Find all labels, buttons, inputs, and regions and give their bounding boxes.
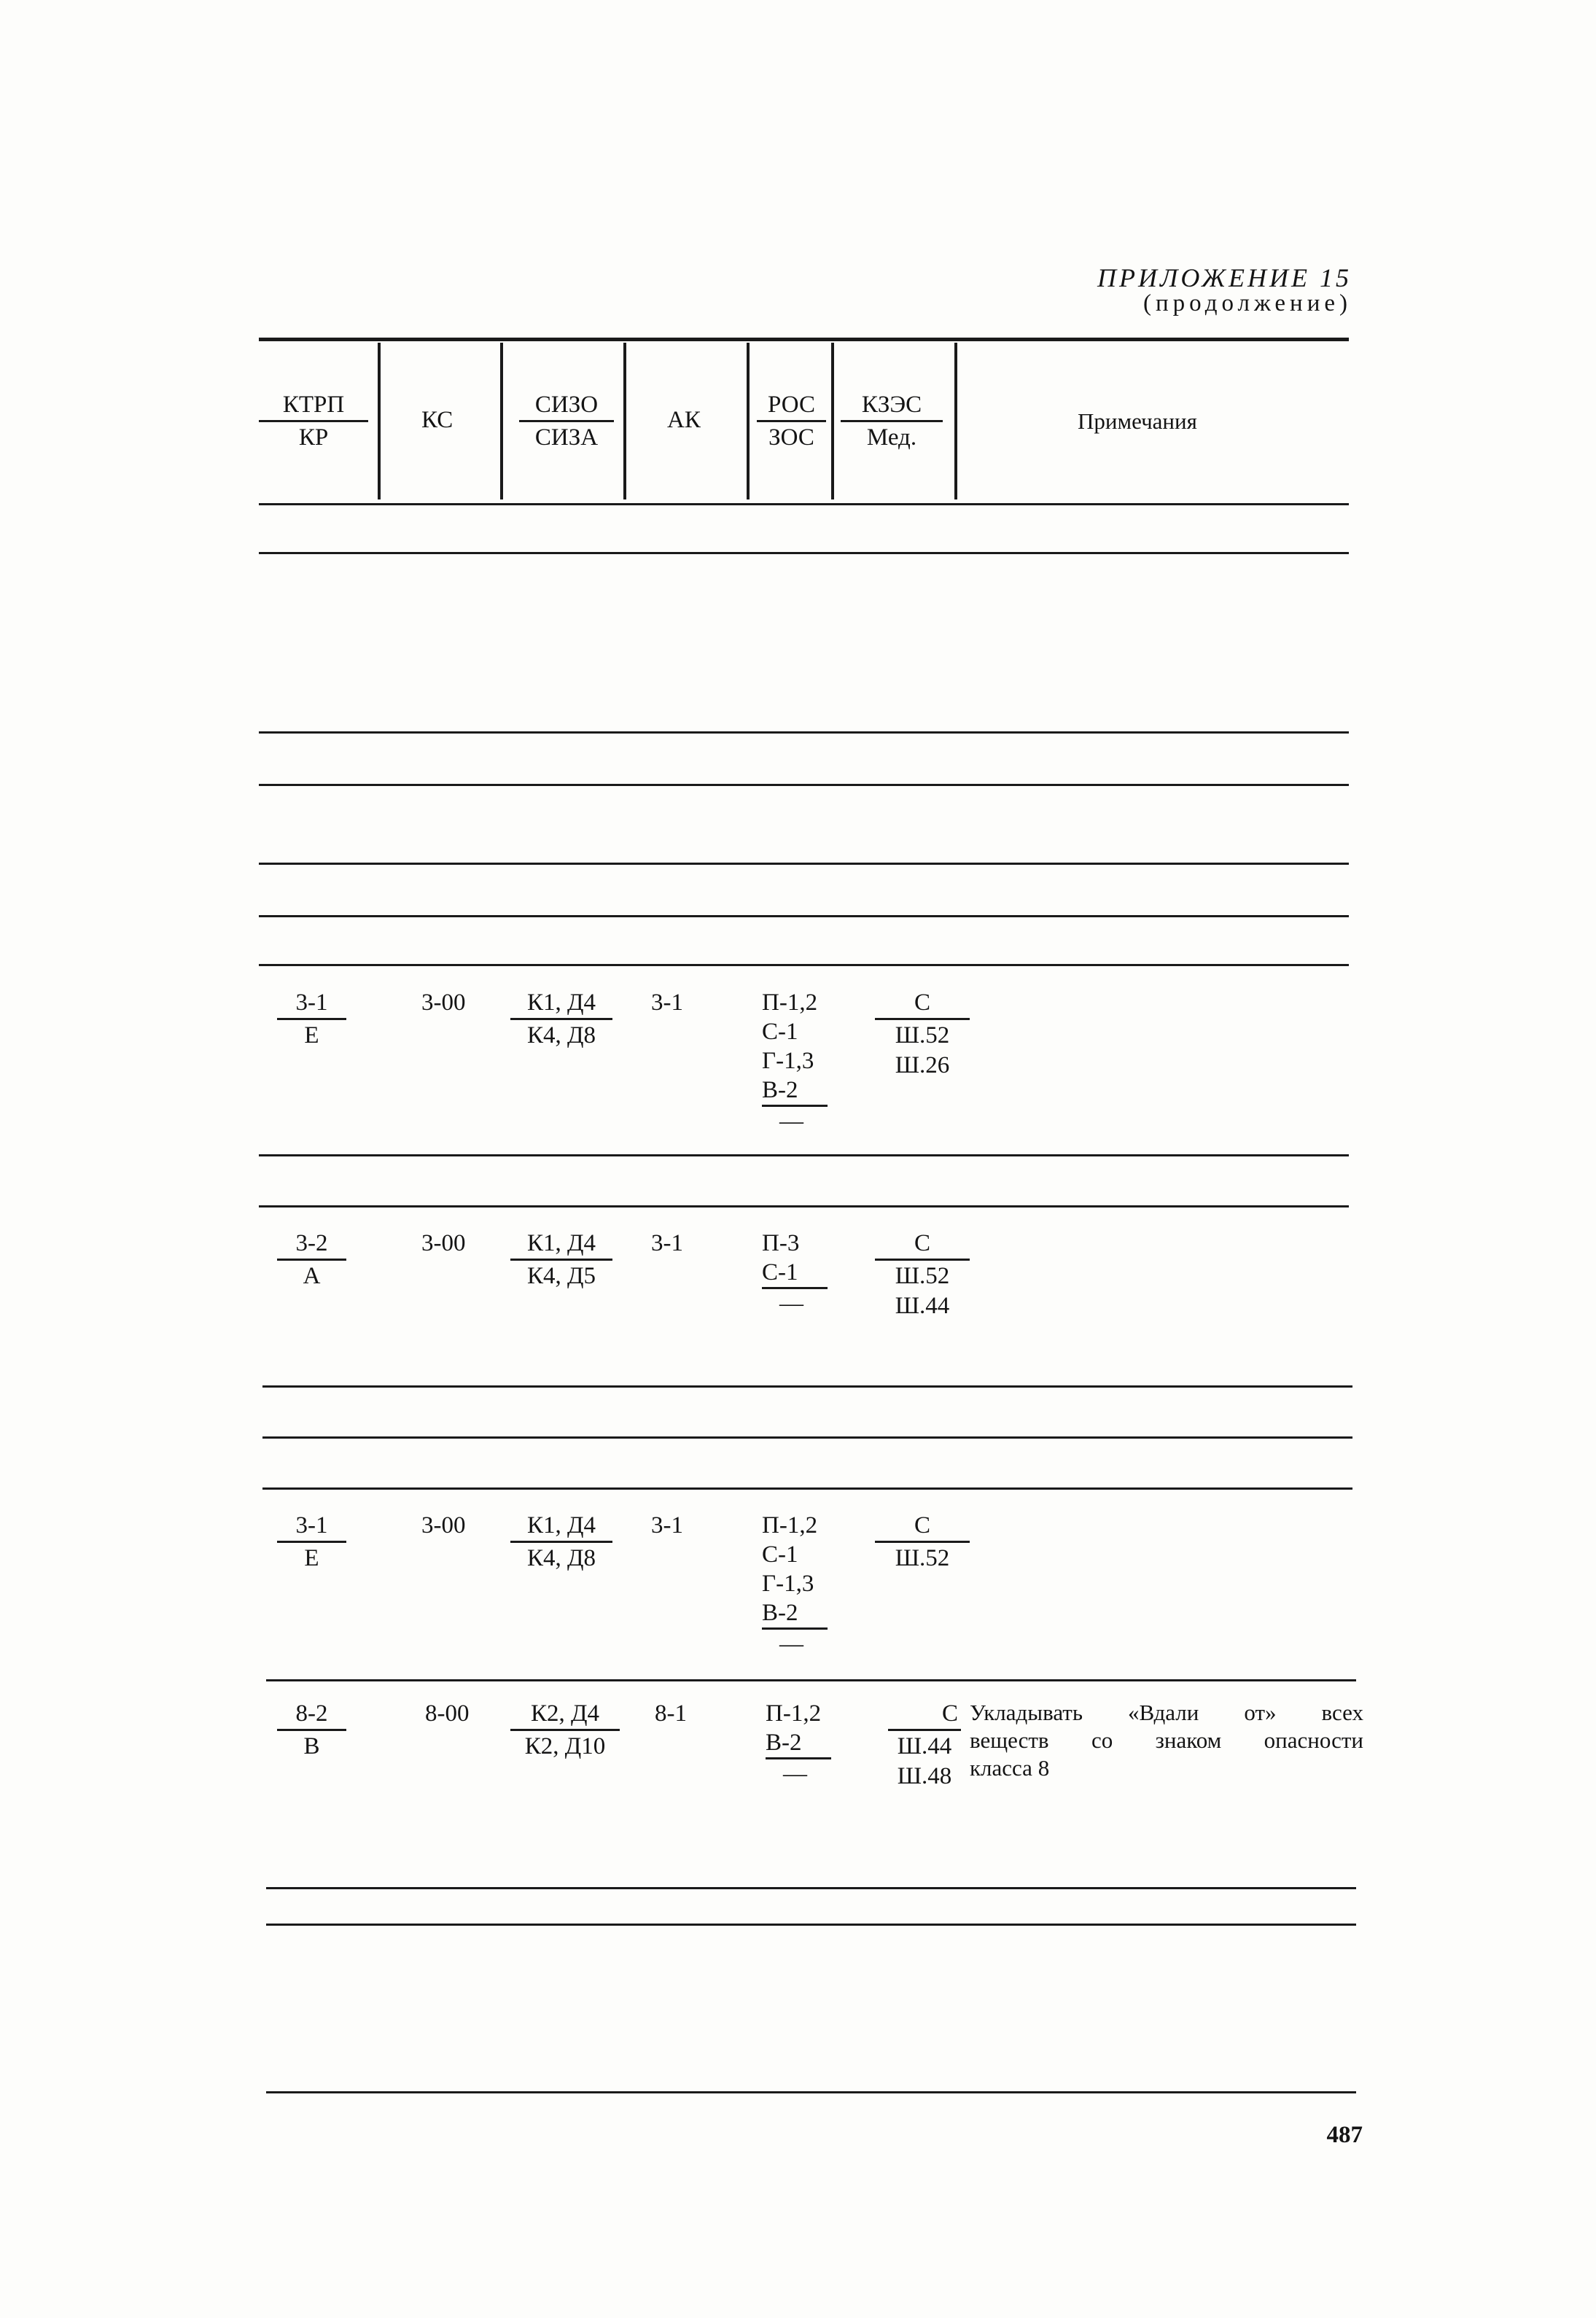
row3-zos: — [779, 1631, 803, 1657]
row3-ak: 3-1 [651, 1512, 683, 1539]
row-rule [259, 1154, 1349, 1156]
row3-kr: Е [304, 1545, 319, 1571]
appendix-subtitle: (продолжение) [1143, 290, 1352, 316]
row-rule [259, 863, 1349, 865]
row1-kzes: С [875, 988, 970, 1020]
row4-ros-zos [766, 1699, 831, 1789]
header-divider-1 [378, 343, 381, 499]
col-kzes-med [841, 390, 943, 452]
row-rule [259, 731, 1349, 734]
row3-ros-zos [762, 1511, 828, 1659]
row2-ros-line: П-3 [762, 1230, 800, 1256]
row1-med: Ш.52 [895, 1022, 950, 1049]
row3-ktrp: 3-1 [277, 1511, 346, 1543]
row4-kr: В [303, 1733, 320, 1759]
row3-ros-line: В-2 [762, 1598, 828, 1630]
col-ktrp: КТРП [259, 390, 368, 422]
row4-zos: — [783, 1761, 807, 1787]
row4-med: Ш.44 [897, 1733, 952, 1759]
row1-ros-line: В-2 [762, 1076, 828, 1107]
row1-ros-line: С-1 [762, 1019, 798, 1045]
row4-ktrp: 8-2 [277, 1699, 346, 1731]
row3-sizo-siza [510, 1511, 612, 1573]
col-ks: КС [421, 407, 454, 433]
col-kzes: КЗЭС [841, 390, 943, 422]
col-ros-zos [757, 390, 826, 452]
row4-sizo-siza [510, 1699, 620, 1761]
row4-ks: 8-00 [425, 1700, 470, 1727]
row3-siza: К4, Д8 [526, 1545, 596, 1571]
row3-ros-line: Г-1,3 [762, 1571, 814, 1597]
row4-note-line: веществ со знаком опасности [970, 1727, 1363, 1753]
row4-ros-line: В-2 [766, 1728, 831, 1759]
row1-med: Ш.26 [895, 1052, 950, 1078]
row-rule [262, 1385, 1352, 1388]
row-rule [266, 1679, 1356, 1681]
row2-sizo-siza [510, 1229, 612, 1291]
row4-note-line: Укладывать «Вдали от» всех [970, 1700, 1363, 1725]
header-divider-4 [747, 343, 750, 499]
row2-ks: 3-00 [421, 1230, 466, 1256]
row4-ak: 8-1 [655, 1700, 687, 1727]
row1-ktrp-kr [277, 988, 346, 1050]
row4-med: Ш.48 [897, 1763, 952, 1789]
col-ktrp-kr [259, 390, 368, 452]
row4-note-line: класса 8 [970, 1755, 1050, 1781]
header-divider-5 [831, 343, 834, 499]
row4-sizo: К2, Д4 [510, 1699, 620, 1731]
row2-ak: 3-1 [651, 1230, 683, 1256]
row1-kr: Е [304, 1022, 319, 1049]
row2-kzes-med [875, 1229, 970, 1321]
row2-sizo: К1, Д4 [510, 1229, 612, 1261]
row-rule [259, 503, 1349, 505]
col-siza: СИЗА [534, 424, 599, 451]
row4-siza: К2, Д10 [524, 1733, 606, 1759]
row-rule [266, 1924, 1356, 1926]
row3-ros-line: П-1,2 [762, 1512, 818, 1539]
row2-siza: К4, Д5 [526, 1263, 596, 1289]
col-sizo: СИЗО [519, 390, 614, 422]
header-divider-6 [954, 343, 957, 499]
row3-med: Ш.52 [895, 1545, 950, 1571]
col-ros: РОС [757, 390, 826, 422]
row4-ktrp-kr [277, 1699, 346, 1761]
page-number: 487 [1326, 2122, 1363, 2148]
row2-kr: А [303, 1263, 321, 1289]
row4-note [970, 1699, 1363, 1782]
row4-kzes-med [888, 1699, 961, 1791]
row2-ktrp: 3-2 [277, 1229, 346, 1261]
row-rule [262, 1487, 1352, 1490]
col-med: Мед. [866, 424, 917, 451]
row3-kzes-med [875, 1511, 970, 1573]
row2-kzes: С [875, 1229, 970, 1261]
row1-ks: 3-00 [421, 989, 466, 1016]
row3-kzes: С [875, 1511, 970, 1543]
row3-ros-line: С-1 [762, 1541, 798, 1568]
header-divider-3 [623, 343, 626, 499]
row-rule [259, 552, 1349, 554]
row1-siza: К4, Д8 [526, 1022, 596, 1049]
row1-zos: — [779, 1108, 803, 1135]
row1-ros-line: П-1,2 [762, 989, 818, 1016]
row-rule [262, 1436, 1352, 1439]
col-ak: АК [667, 407, 701, 433]
row3-ks: 3-00 [421, 1512, 466, 1539]
col-sizo-siza [519, 390, 614, 452]
row1-ros-zos [762, 988, 828, 1136]
row4-ros-line: П-1,2 [766, 1700, 822, 1727]
row2-ros-zos [762, 1229, 828, 1318]
row1-ktrp: 3-1 [277, 988, 346, 1020]
row2-ktrp-kr [277, 1229, 346, 1291]
row1-sizo-siza [510, 988, 612, 1050]
appendix-title: ПРИЛОЖЕНИЕ 15 [1097, 263, 1352, 292]
row-rule [266, 1887, 1356, 1889]
row1-kzes-med [875, 988, 970, 1080]
row2-ros-line: С-1 [762, 1258, 828, 1289]
row2-med: Ш.44 [895, 1293, 950, 1319]
row-rule [259, 964, 1349, 966]
col-kr: КР [298, 424, 329, 451]
row1-ak: 3-1 [651, 989, 683, 1016]
row-rule [259, 1205, 1349, 1207]
col-notes: Примечания [1078, 408, 1197, 434]
row1-sizo: К1, Д4 [510, 988, 612, 1020]
header-divider-2 [500, 343, 503, 499]
col-zos: ЗОС [768, 424, 814, 451]
row-rule [266, 2091, 1356, 2093]
row2-med: Ш.52 [895, 1263, 950, 1289]
row2-zos: — [779, 1291, 803, 1317]
row4-kzes: С [888, 1699, 961, 1731]
row-rule [259, 784, 1349, 786]
row3-ktrp-kr [277, 1511, 346, 1573]
row3-sizo: К1, Д4 [510, 1511, 612, 1543]
row1-ros-line: Г-1,3 [762, 1048, 814, 1074]
header-top-rule [259, 338, 1349, 341]
row-rule [259, 915, 1349, 917]
